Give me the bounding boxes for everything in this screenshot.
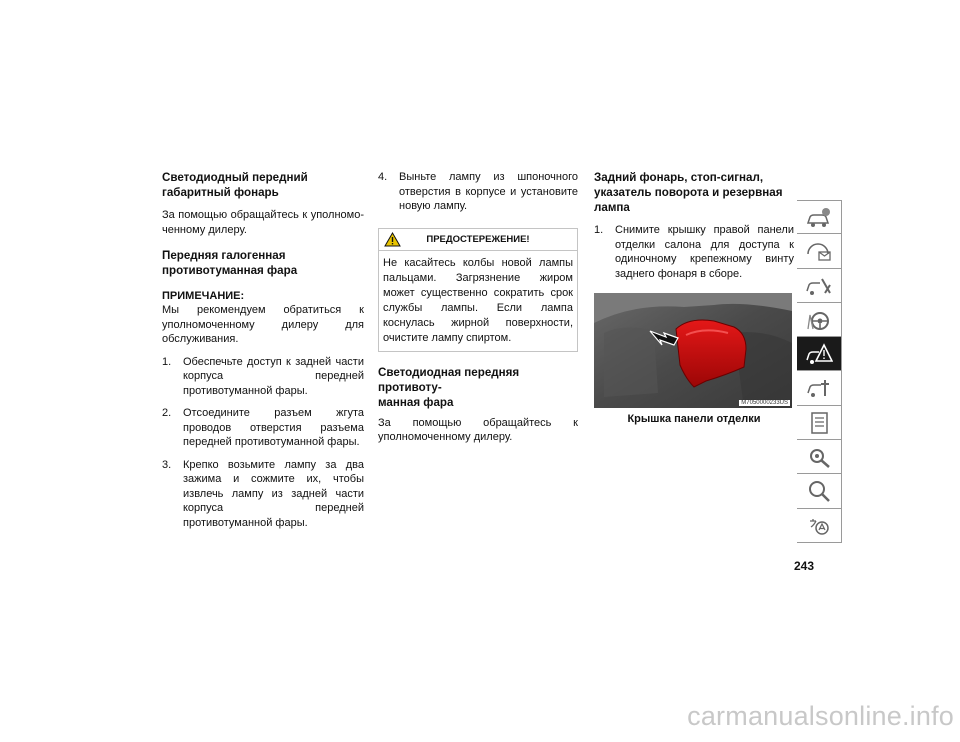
steps-list-1: [162, 355, 364, 531]
trim-panel-illustration: [594, 293, 792, 408]
search-icon: [805, 478, 833, 504]
paragraph-dealer-1: За помощью обращайтесь к уполномоченному дилеру.: [162, 209, 364, 236]
note-heading: ПРИМЕЧАНИЕ:: [162, 290, 245, 302]
steering-wheel-icon: [805, 307, 833, 333]
car-service-icon: [805, 375, 833, 401]
multilingual-icon: [805, 513, 833, 539]
tab-checklist[interactable]: [797, 406, 842, 440]
tab-car-warning[interactable]: [797, 337, 842, 371]
gear-wrench-icon: [805, 444, 833, 470]
watermark: carmanualsonline.info: [687, 701, 954, 731]
dashboard-message-icon: [805, 238, 833, 264]
tab-steering[interactable]: [797, 303, 842, 337]
car-warning-icon: [805, 341, 833, 367]
trim-panel-figure: [594, 293, 792, 408]
note-body: Мы рекомендуем обратиться к уполномоченному дилеру для обслуживания.: [162, 304, 364, 345]
car-info-icon: [805, 205, 833, 231]
checklist-icon: [805, 410, 833, 436]
tab-gear-wrench[interactable]: [797, 440, 842, 474]
heading-rear-lamp: Задний фонарь, стоп-сигнал, указатель поворота и резервная лампа: [594, 171, 783, 214]
chapter-tabs: [797, 200, 842, 543]
list-item: 1. Снимите крышку правой панели отделки салона для доступа к одиночному крепежному винту заднего фонаря в сборе.: [594, 224, 794, 280]
figure-caption: Крышка панели отделки: [627, 413, 761, 425]
page-number: 243: [794, 559, 815, 573]
list-item: 1. Обеспечьте доступ к задней части корпуса передней противотуманной фары.: [162, 355, 364, 397]
tab-multilingual[interactable]: [797, 509, 842, 543]
warning-title: ПРЕДОСТЕРЕЖЕНИЕ!: [426, 233, 530, 245]
column-3: [594, 170, 794, 425]
tab-car-tools[interactable]: [797, 269, 842, 303]
tab-car-service[interactable]: [797, 371, 842, 405]
heading-led-fog: Светодиодная передняя противоту- манная фара: [378, 365, 520, 409]
column-1: [162, 170, 364, 530]
list-item: 4. Выньте лампу из шпоночного отверстия в корпусе и установите новую лампу.: [378, 171, 578, 212]
tab-dashboard[interactable]: [797, 234, 842, 268]
list-item: 2. Отсоедините разъем жгута проводов отверстия разъема передней противотуманной фары.: [162, 407, 364, 448]
steps-list-2: [378, 170, 578, 214]
tab-search[interactable]: [797, 474, 842, 508]
paragraph-dealer-2: За помощью обращайтесь к уполномоченному дилеру.: [378, 416, 578, 443]
heading-led-side-marker: Светодиодный передний габаритный фонарь: [162, 171, 308, 199]
steps-list-3: [594, 223, 794, 281]
column-2: [378, 170, 578, 445]
list-item: 3. Крепко возьмите лампу за два зажима и сожмите их, чтобы извлечь лампу из задней части корпуса передней противотуманной фары.: [162, 458, 364, 529]
heading-halogen-fog: Передняя галогенная противотуманная фара: [162, 249, 298, 277]
car-tools-icon: [805, 273, 833, 299]
warning-body: Не касайтесь колбы новой лампы пальцами. Загрязнение жиром может существенно сократить срок службы лампы. Если лампа коснулась жирной поверхности, очистите лампу спиртом.: [383, 256, 573, 344]
figure-code: M7050000233US: [741, 400, 788, 406]
tab-car-info[interactable]: [797, 200, 842, 234]
warning-box: [378, 228, 578, 352]
warning-header: [379, 229, 577, 251]
